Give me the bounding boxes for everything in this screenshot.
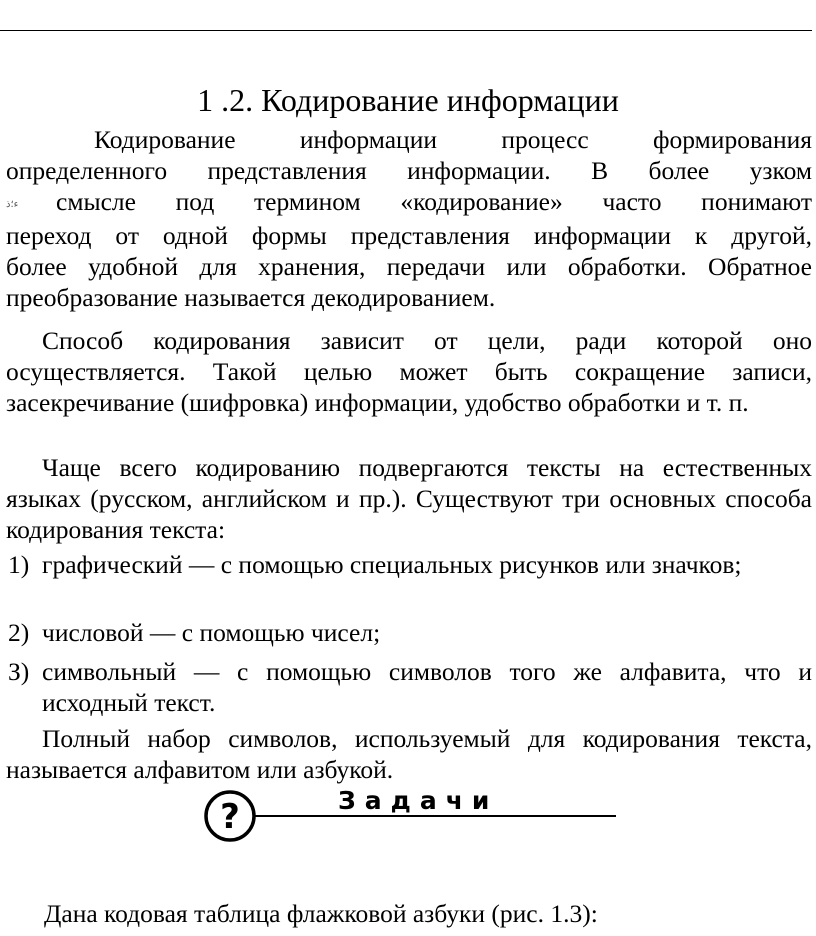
list-text: символьный — с помощью символов того же алфавита, что и исходный текст. — [42, 657, 812, 717]
paragraph-definition — [6, 124, 812, 313]
list-item — [8, 617, 812, 648]
question-glyph: ? — [220, 797, 240, 837]
paragraph-line: более удобной для хранения, передачи или обработки. Обратное — [6, 251, 812, 281]
list-item — [8, 549, 812, 580]
paragraph-line: Кодирование информации процесс формирования — [94, 125, 812, 154]
list-item — [8, 656, 812, 718]
list-text: числовой — с помощью чисел; — [42, 618, 381, 647]
paragraph-line — [6, 186, 812, 220]
list-text: графический — с помощью специальных рисунков или значков; — [42, 550, 742, 579]
list-number: 2) — [8, 618, 30, 647]
tasks-label: Задачи — [338, 786, 499, 815]
top-rule — [0, 30, 812, 31]
tasks-header — [200, 786, 620, 846]
list-number: 1) — [8, 550, 30, 579]
paragraph-line-text: смысле под термином «кодирование» часто понимают — [56, 187, 812, 216]
list-number: З) — [8, 657, 30, 686]
section-title: 1 .2. Кодирование информации — [197, 82, 619, 118]
paragraph-line: преобразование называется декодированием. — [6, 282, 496, 312]
paragraph-texts: Чаще всего кодированию подвергаются тексты на естественных языках (русском, английском и пр.). Существуют три основных способа кодирования текста: — [6, 453, 812, 544]
paragraph-method: Способ кодирования зависит от цели, ради которой оно осуществляется. Такой целью может быть сокращение записи, засекречивание (шифровка) информации, удобство обработки и т. п. — [6, 326, 812, 417]
paragraph-line: переход от одной формы представления информации к другой, — [6, 220, 812, 250]
paragraph-line: определенного представления информации. В более узком — [6, 156, 812, 185]
task-intro: Дана кодовая таблица флажковой азбуки (рис. 1.3): — [44, 899, 598, 928]
margin-mark: ء؛ذ — [6, 198, 19, 210]
paragraph-alphabet: Полный набор символов, используемый для кодирования текста, называется алфавитом или азбукой. — [6, 724, 812, 784]
